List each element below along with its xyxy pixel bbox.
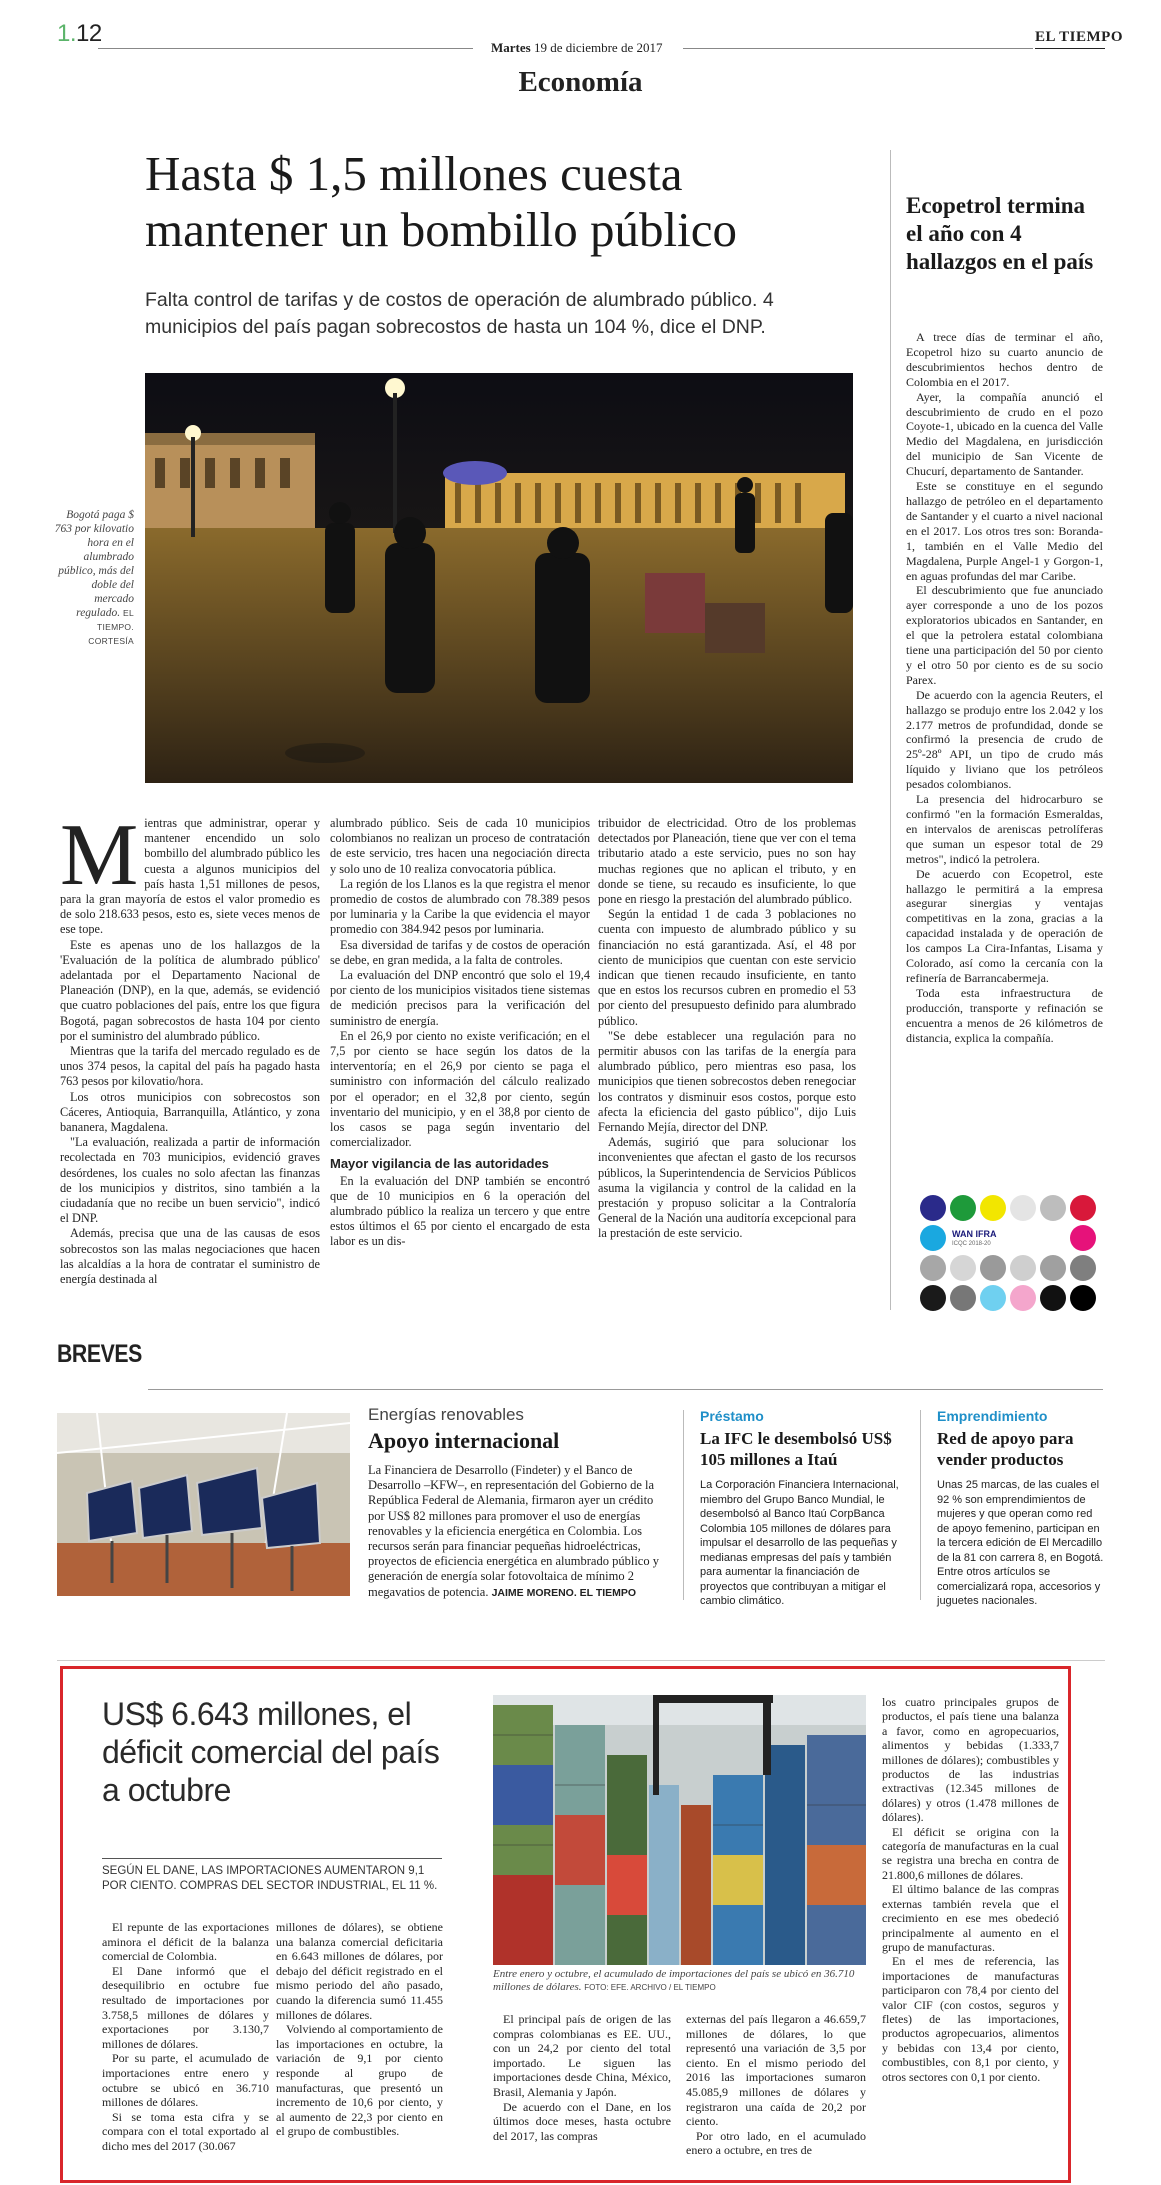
containers-photo xyxy=(493,1695,866,1965)
main-col2-p1: La región de los Llanos es la que registra el menor promedio de costos de alumbrado con 78.389 pesos por luminaria y la Caribe la que evidencia el mayor promedio con 384.942 pesos por luminaria. xyxy=(330,876,590,937)
sidebar-p4: De acuerdo con la agencia Reuters, el hallazgo se produjo entre los 2.042 y los 2.177 metros de profundidad, donde se confirmó la presencia de crudo de 25º-28º API, un tipo de crudo más líquido y liviano que los petróleos pesados colombianos. xyxy=(906,687,1103,792)
breves-rule xyxy=(148,1389,1103,1390)
swatch xyxy=(950,1255,976,1281)
trade-col5-p0: los cuatro principales grupos de productos, el país tiene una balanza a favor, como en agropecuarios, alimentos y bebidas (1.333,7 millones de dólares); combustibles y productos de las industrias extractivas (12.345 millones de dólares) y otros (1.478 millones de dólares). xyxy=(882,1695,1059,1825)
main-subhead: Mayor vigilancia de las autoridades xyxy=(330,1156,549,1172)
breve2-kicker: Préstamo xyxy=(700,1408,764,1424)
swatch xyxy=(920,1195,946,1221)
main-col1-p3: Los otros municipios con sobrecostos son Cáceres, Antioquia, Barranquilla, Atlántico, y zona bananera, Magdalena. xyxy=(60,1089,320,1135)
date-day: Martes xyxy=(491,40,531,55)
breve1-kicker: Energías renovables xyxy=(368,1405,524,1424)
solar-panels-photo xyxy=(57,1413,350,1596)
main-photo-caption xyxy=(52,508,134,648)
header-rule-right xyxy=(683,48,1033,49)
bogota-night-photo xyxy=(145,373,853,783)
trade-caption-text: Entre enero y octubre, el acumulado de importaciones del país se ubicó en 36.710 millones de dólares. xyxy=(493,1968,855,1993)
main-caption-credit: EL TIEMPO. CORTESÍA xyxy=(88,608,134,646)
header-rule-paper xyxy=(1035,48,1105,49)
swatch xyxy=(1070,1195,1096,1221)
swatch xyxy=(950,1285,976,1311)
main-sidebar-divider xyxy=(890,150,891,1310)
page-number xyxy=(57,20,102,48)
breve1-byline: JAIME MORENO. EL TIEMPO xyxy=(491,1586,637,1599)
sidebar-p3: El descubrimiento que fue anunciado ayer corresponde a uno de los pozos exploratorios ubicados en Santander, en el que la petrolera estatal colombiana tiene una participación del 50 por ciento y el otro 50 por ciento es de su socio Parex. xyxy=(906,583,1103,687)
swatch xyxy=(1040,1255,1066,1281)
trade-col2-p1: Volviendo al comportamiento de las importaciones en octubre, la variación de 9,1 por ciento responde al grupo de manufacturas, que presentó un incremento de 10,6 por ciento, y al aumento de 22,3 por ciento en el grupo de combustibles. xyxy=(276,2022,443,2139)
main-headline: Hasta $ 1,5 millones cuesta mantener un bombillo público xyxy=(145,146,737,257)
section-title: Economía xyxy=(518,66,643,98)
main-col1-p5: Además, precisa que una de las causas de esos sobrecostos son las malas negociaciones que hacen las alcaldías a la hora de contratar el suministro de energía destinada al xyxy=(60,1226,320,1287)
swatch xyxy=(980,1285,1006,1311)
trade-col5-p3: En el mes de referencia, las importaciones de manufacturas participaron con 78,4 por ciento del valor CIF (con costos, seguros y fletes) de las importaciones, productos agropecuarios, alimentos y bebidas con 13,4 por ciento, combustibles, con 8,1 por ciento, y otros sectores con 0,1 por ciento. xyxy=(882,1954,1059,2084)
sidebar-p7: Toda esta infraestructura de producción, transporte y refinación se encuentra a menos de 26 kilómetros de distancia, explica la compañía. xyxy=(906,985,1103,1045)
main-column-2 xyxy=(330,816,590,1250)
trade-col3-p0: El principal país de origen de las compras colombianas es EE. UU., con un 24,2 por ciento del total importado. Le siguen las importaciones desde China, México, Brasil, Alemania y Japón. xyxy=(493,2012,671,2099)
trade-col1-p2: Por su parte, el acumulado de importaciones entre enero y octubre se ubicó en 36.710 millones de dólares. xyxy=(102,2051,269,2110)
paper-name: EL TIEMPO xyxy=(1035,29,1123,45)
breve1-title: Apoyo internacional xyxy=(368,1428,560,1453)
sidebar-p0: A trece días de terminar el año, Ecopetrol hizo su cuarto anuncio de descubrimientos hechos dentro de Colombia en el 2017. xyxy=(906,330,1103,389)
sidebar-p5: La presencia del hidrocarburo se confirmó "en la formación Esmeraldas, en intervalos de areniscas petrolíferas que suman un espesor total de 29 metros", indicó la petrolera. xyxy=(906,792,1103,866)
main-col3-p2: "Se debe establecer una regulación para no permitir abusos con las tarifas de la energía para alumbrado público, pero mientras eso pasa, los municipios que tienen sobrecostos deben renegociar los contratos y disminuir esos costos, porque esto afecta la eficiencia del gasto público", dijo Luis Fernando Mejía, director del DNP. xyxy=(598,1028,856,1135)
swatch xyxy=(980,1255,1006,1281)
main-col1-p2: Mientras que la tarifa del mercado regulado es de unos 374 pesos, la capital del país ha pagado hasta 763 pesos por kilovatio/hora. xyxy=(60,1044,320,1089)
header-date xyxy=(491,40,662,56)
breve1-body: La Financiera de Desarrollo (Findeter) y el Banco de Desarrollo –KFW–, en representación del Gobierno de la República Federal de Alemania, firmaron ayer un crédito por US$ 82 millones para promover el uso de energías renovables y la eficiencia energética en Colombia. Los recursos serán para financiar pequeñas hidroeléctricas, proyectos de eficiencia energética en alumbrado público y generación de energía solar fotovoltaica de mínimo 2 megavatios de potencia. xyxy=(368,1463,659,1599)
colorbar-caption: ICQC 2018-20 xyxy=(952,1241,991,1247)
main-col3-p3: Además, sugirió que para solucionar los inconvenientes que afectan el gasto de los recursos públicos, la Superintendencia de Servicios Públicos asuma la vigilancia y control de la calidad en la prestación y propuso solicitar a la Contraloría General de la Nación una auditoría excepcional para la prestación de este servicio. xyxy=(598,1135,856,1241)
breve3-text: Unas 25 marcas, de las cuales el 92 % son emprendimientos de mujeres y que operan como red de apoyo femenino, participan en la tercera edición de El Mercadillo de la 81 con carrera 8, en Bogotá. Entre otros artículos se comercializará ropa, accesorios y juguetes nacionales. xyxy=(937,1479,1104,1607)
header-rule-left xyxy=(98,48,473,49)
trade-column-4 xyxy=(686,2012,866,2158)
trade-col1-p0: El repunte de las exportaciones aminora el déficit de la balanza comercial de Colombia. xyxy=(102,1920,269,1964)
main-col3-p0: tribuidor de electricidad. Otro de los problemas detectados por Planeación, tiene que ver con el tema tributario atado a este servicio, pues no son hay muchas regiones que no aplican el tributo, y en donde se tiene, su recaudo es insuficiente, lo que pone en riesgo la prestación del alumbrado público. xyxy=(598,816,856,907)
swatch xyxy=(1070,1285,1096,1311)
main-deck: Falta control de tarifas y de costos de operación de alumbrado público. 4 municipios del país pagan sobrecostos de hasta un 104 %, dice el DNP. xyxy=(145,289,774,338)
main-col2-p0: alumbrado público. Seis de cada 10 municipios colombianos no realizan un proceso de contratación de este servicio, tres hacen una negociación directa y solo uno de 10 realiza convocatoria pública. xyxy=(330,816,590,876)
trade-column-3 xyxy=(493,2012,671,2143)
color-control-bar xyxy=(918,1195,1098,1315)
trade-column-1 xyxy=(102,1920,269,2154)
swatch xyxy=(1070,1225,1096,1251)
main-column-3 xyxy=(598,816,856,1242)
page-number-prefix: 1. xyxy=(57,20,77,47)
trade-col4-p1: Por otro lado, en el acumulado enero a octubre, en tres de xyxy=(686,2128,866,2158)
swatch xyxy=(1040,1285,1066,1311)
page-number-value: 12 xyxy=(76,20,102,47)
swatch xyxy=(920,1255,946,1281)
swatch xyxy=(950,1195,976,1221)
sidebar-body xyxy=(906,330,1103,1046)
breve3-kicker: Emprendimiento xyxy=(937,1408,1048,1424)
swatch xyxy=(980,1195,1006,1221)
sidebar-p2: Este se constituye en el segundo hallazgo de petróleo en el departamento de Santander y el cuarto a nivel nacional en el 2017. Los otros tres son: Boranda-1, también en el Valle Medio del Magdalena, Purple Angel-1 y Gorgon-1, en aguas profundas del mar Caribe. xyxy=(906,479,1103,583)
trade-col5-p2: El último balance de las compras externas también revela que el crecimiento en ese mes obedeció principalmente al aumento en el grupo de manufacturas. xyxy=(882,1882,1059,1954)
trade-headline: US$ 6.643 millones, el déficit comercial del país a octubre xyxy=(102,1696,440,1808)
main-col3-p1: Según la entidad 1 de cada 3 poblaciones no cuenta con impuesto de alumbrado público y su financiación no está garantizada. Así, el 48 por ciento de municipios que cuentan con este servicio indican que tienen recaudo insuficiente, en tanto que en estos los recursos cubren en promedio el 53 por ciento del presupuesto definido para alumbrado público. xyxy=(598,907,856,1028)
trade-caption-credit: FOTO: EFE. ARCHIVO / EL TIEMPO xyxy=(584,1983,716,1992)
trade-col2-p0: millones de dólares), se obtiene una balanza comercial deficitaria en 6.643 millones de dólares, por debajo del déficit registrado en el mismo periodo del año pasado, cuando la diferencia sumó 11.455 millones de dólares. xyxy=(276,1920,443,2022)
swatch xyxy=(1010,1255,1036,1281)
swatch xyxy=(1070,1255,1096,1281)
sidebar-p1: Ayer, la compañía anunció el descubrimiento de crudo en el pozo Coyote-1, ubicado en la cuenca del Valle Medio del Magdalena, en jurisdicción del municipio de San Vicente de Chucurí, departamento de Santander. xyxy=(906,389,1103,479)
breves-bottom-rule xyxy=(57,1660,1105,1661)
main-col2-p2: Esa diversidad de tarifas y de costos de operación se debe, en gran medida, a la falta de controles. xyxy=(330,937,590,967)
date-rest: 19 de diciembre de 2017 xyxy=(533,40,663,55)
trade-column-2 xyxy=(276,1920,443,2139)
trade-column-5 xyxy=(882,1695,1059,2084)
wan-ifra-logo: WAN IFRA xyxy=(952,1229,997,1239)
breve2-text: La Corporación Financiera Internacional, miembro del Grupo Banco Mundial, le desembolsó al Banco Itaú CorpBanca Colombia 105 millones de dólares para impulsar el desarrollo de las pequeñas y medianas empresas del país y también para aumentar la financiación de proyectos que contribuyan a mitigar el cambio climático. xyxy=(700,1479,899,1607)
main-col1-p1: Este es apenas uno de los hallazgos de la 'Evaluación de la política de alumbrado público' adelantada por el Departamento Nacional de Planeación (DNP), en la que, además, se evidenció que cuatro poblaciones del país, entre los que figura Bogotá, pagan sobrecostos de hasta 104 por ciento por el suministro del alumbrado público. xyxy=(60,937,320,1043)
breves-label: BREVES xyxy=(57,1340,142,1368)
main-caption-text: Bogotá paga $ 763 por kilovatio hora en el alumbrado público, más del doble del mercado regulado. xyxy=(54,509,134,619)
breves-divider-2 xyxy=(920,1410,921,1600)
swatch xyxy=(1040,1195,1066,1221)
swatch xyxy=(1010,1195,1036,1221)
swatch xyxy=(920,1285,946,1311)
breves-divider-1 xyxy=(683,1410,684,1600)
trade-col4-p0: externas del país llegaron a 46.659,7 millones de dólares, lo que representó una variación de 3,5 por ciento. En el mismo periodo del 2016 las importaciones sumaron 45.085,9 millones de dólares y registraron una caída de 20,2 por ciento. xyxy=(686,2012,866,2129)
breve3-title: Red de apoyo para vender productos xyxy=(937,1429,1074,1469)
main-col1-p4: "La evaluación, realizada a partir de información recolectada en 703 municipios, evidenció graves desórdenes, los cuales no solo afectan las finanzas de los municipios y distritos, sino también a la ciudadanía que no recibe un buen servicio", indicó el DNP. xyxy=(60,1135,320,1226)
main-col1-lead xyxy=(60,807,320,938)
sidebar-p6: De acuerdo con Ecopetrol, este hallazgo le permitirá a la empresa asegurar sinergias y ventajas competitivas en la zona, gracias a la capacidad instalada y de operación de los campos La Cira-Infantas, Lisama y Colorado, así como la cercanía con la refinería de Barrancabermeja. xyxy=(906,866,1103,985)
main-col2-after-p0: En la evaluación del DNP también se encontró que de 10 municipios en 6 la operación del alumbrado público la realiza un tercero y que entre estos últimos el 65 por ciento el encargado de esta labor es un dis- xyxy=(330,1173,590,1249)
trade-col1-p3: Si se toma esta cifra y se compara con el total exportado al dicho mes del 2017 (30.067 xyxy=(102,2109,269,2153)
breve2-title: La IFC le desembolsó US$ 105 millones a Itaú xyxy=(700,1429,892,1469)
sidebar-headline: Ecopetrol termina el año con 4 hallazgos en el país xyxy=(906,193,1094,274)
swatch xyxy=(920,1225,946,1251)
swatch xyxy=(1010,1285,1036,1311)
trade-deck: SEGÚN EL DANE, LAS IMPORTACIONES AUMENTARON 9,1 POR CIENTO. COMPRAS DEL SECTOR INDUSTRIAL, EL 11 %. xyxy=(102,1858,442,1894)
trade-col5-p1: El déficit se origina con la categoría de manufacturas en la cual se registra una brecha en contra de 21.800,6 millones de dólares. xyxy=(882,1824,1059,1882)
trade-photo-caption xyxy=(493,1968,866,1994)
main-col2-p3: La evaluación del DNP encontró que solo el 19,4 por ciento de los municipios visitados tiene sistemas de medición precisos para la verificación del suministro de energía. xyxy=(330,968,590,1028)
main-col2-p4: En el 26,9 por ciento no existe verificación; en el 7,5 por ciento se hace según los datos de la interventoría; en el 26,9 por ciento se paga el suministro con información del cálculo realizado por el operador; en el 32,8 por ciento, según inventario del municipio, y en el 38,8 por ciento de los casos se paga según inventario del comercializador. xyxy=(330,1028,590,1150)
main-column-1 xyxy=(60,807,320,1287)
dropcap: M xyxy=(60,807,139,904)
trade-col3-p1: De acuerdo con el Dane, en los últimos doce meses, hasta octubre del 2017, las compras xyxy=(493,2099,671,2143)
breve1-text xyxy=(368,1463,668,1601)
trade-col1-p1: El Dane informó que el desequilibrio en octubre fue resultado de importaciones por 3.758,5 millones de dólares y exportaciones por 3.130,7 millones de dólares. xyxy=(102,1963,269,2051)
main-col1-p0: ientras que administrar, operar y mantener encendido un solo bombillo del alumbrado público les cuesta a algunos municipios del país hasta 1,51 millones de pesos, para la gran mayoría de estos el valor promedio es de solo 218.633 pesos, esto es, siete veces menos de ese tope. xyxy=(60,816,320,937)
